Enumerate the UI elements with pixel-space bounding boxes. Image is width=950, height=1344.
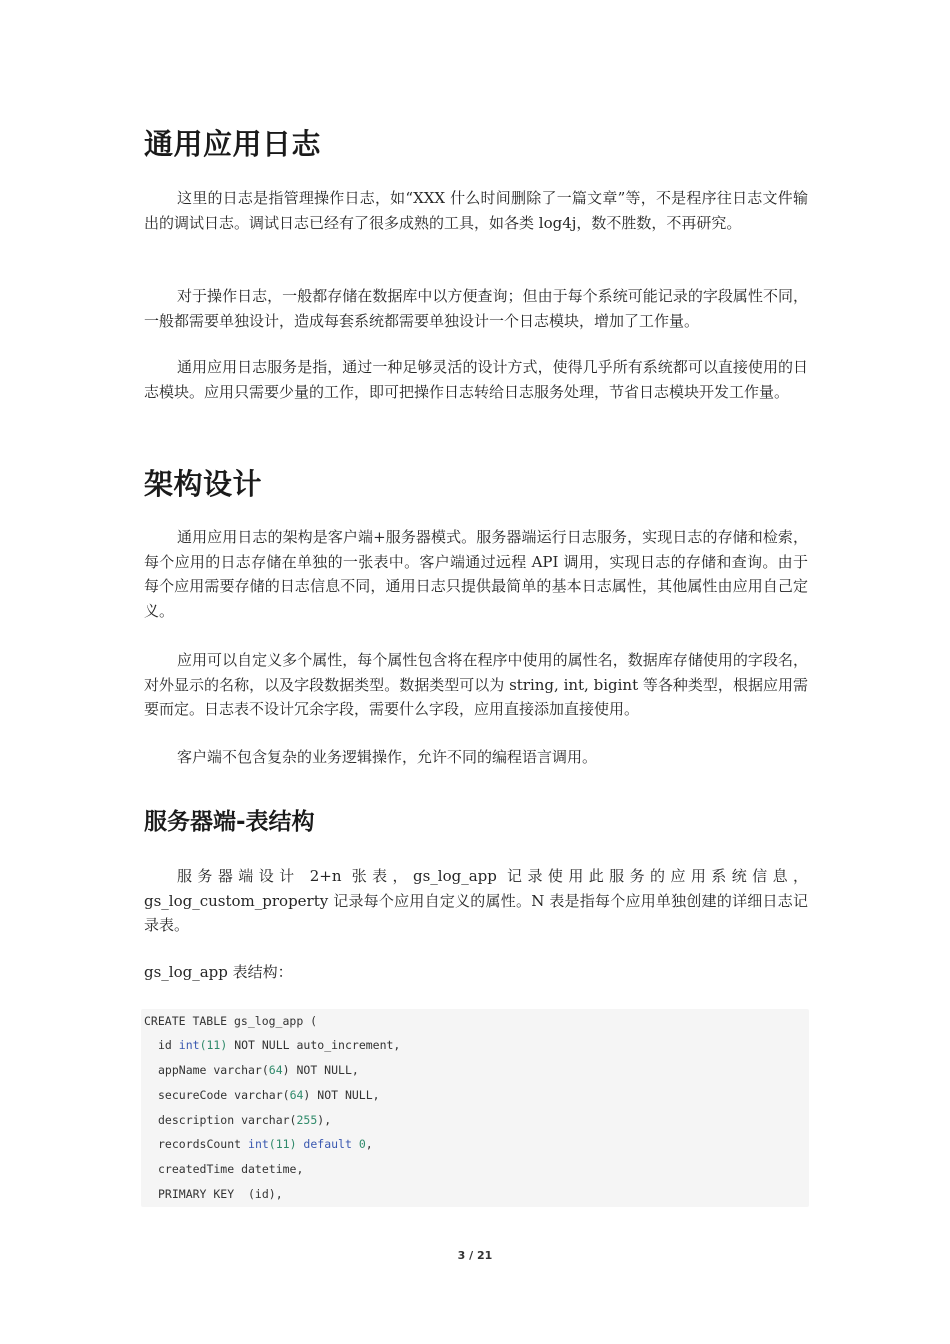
code-line bbox=[158, 1136, 373, 1152]
code-token: id bbox=[158, 1038, 179, 1052]
code-token: 64 bbox=[289, 1088, 304, 1102]
code-token: recordsCount bbox=[158, 1137, 249, 1151]
paragraph: 对于操作日志，一般都存储在数据库中以方便查询；但由于每个系统可能记录的字段属性不同，一般都需要单独设计，造成每套系统都需要单独设计一个日志模块，增加了工作量。 bbox=[144, 287, 808, 330]
paragraph: 通用应用日志服务是指，通过一种足够灵活的设计方式，使得几乎所有系统都可以直接使用的日志模块。应用只需要少量的工作，即可把操作日志转给日志服务处理，节省日志模块开发工作量。 bbox=[144, 358, 808, 401]
paragraph: 应用可以自定义多个属性，每个属性包含将在程序中使用的属性名，数据库存储使用的字段名，对外显示的名称，以及字段数据类型。数据类型可以为 string, int, bigint 等各种类型，根据应用需要而定。日志表不设计冗余字段，需要什么字段，应用直接添加直接使用。 bbox=[144, 651, 808, 718]
code-token: int bbox=[178, 1038, 200, 1052]
paragraph: 通用应用日志的架构是客户端+服务器模式。服务器端运行日志服务，实现日志的存储和检索，每个应用的日志存储在单独的一张表中。客户端通过远程 API 调用，实现日志的存储和查询。由于每个应用需要存储的日志信息不同，通用日志只提供最简单的基本日志属性，其他属性由应用自己定义。 bbox=[144, 528, 808, 620]
code-token: int bbox=[248, 1137, 269, 1151]
code-token: 64 bbox=[268, 1063, 283, 1077]
page-number: 3 / 21 bbox=[457, 1249, 493, 1262]
code-token: NOT NULL auto_increment, bbox=[227, 1038, 401, 1052]
code-token: ) NOT NULL, bbox=[282, 1063, 359, 1077]
code-token: 0 bbox=[358, 1137, 366, 1151]
code-line: PRIMARY KEY (id), bbox=[158, 1187, 283, 1201]
code-token: description varchar( bbox=[158, 1113, 297, 1127]
code-token: 255 bbox=[296, 1113, 318, 1127]
paragraph: 这里的日志是指管理操作日志，如“XXX 什么时间删除了一篇文章”等，不是程序往日志文件输出的调试日志。调试日志已经有了很多成熟的工具，如各类 log4j，数不胜数，不再研究。 bbox=[144, 189, 808, 232]
code-token: , bbox=[365, 1137, 373, 1151]
code-line bbox=[158, 1037, 400, 1053]
code-token: ) NOT NULL, bbox=[303, 1088, 380, 1102]
sql-code-block bbox=[141, 1009, 809, 1207]
paragraph: 客户端不包含复杂的业务逻辑操作，允许不同的编程语言调用。 bbox=[177, 748, 598, 766]
heading-general-app-log: 通用应用日志 bbox=[144, 127, 322, 161]
code-token: (11) bbox=[199, 1038, 228, 1052]
code-line bbox=[158, 1112, 331, 1128]
paragraph: gs_log_app 表结构： bbox=[144, 963, 293, 981]
code-line: createdTime datetime, bbox=[158, 1162, 304, 1176]
heading-server-table-structure: 服务器端-表结构 bbox=[144, 809, 315, 835]
code-token: default bbox=[296, 1137, 359, 1151]
paragraph: 服务器端设计 2+n 张表，gs_log_app 记录使用此服务的应用系统信息，gs_log_custom_property 记录每个应用自定义的属性。N 表是指每个应用单独创建的详细日志记录表。 bbox=[144, 867, 808, 934]
code-line bbox=[158, 1062, 359, 1078]
code-token: (11) bbox=[268, 1137, 297, 1151]
code-line: CREATE TABLE gs_log_app ( bbox=[144, 1014, 318, 1028]
code-token: secureCode varchar( bbox=[158, 1088, 290, 1102]
heading-architecture-design: 架构设计 bbox=[144, 467, 263, 501]
code-line bbox=[158, 1087, 380, 1103]
code-token: ), bbox=[317, 1113, 332, 1127]
code-token: appName varchar( bbox=[158, 1063, 269, 1077]
